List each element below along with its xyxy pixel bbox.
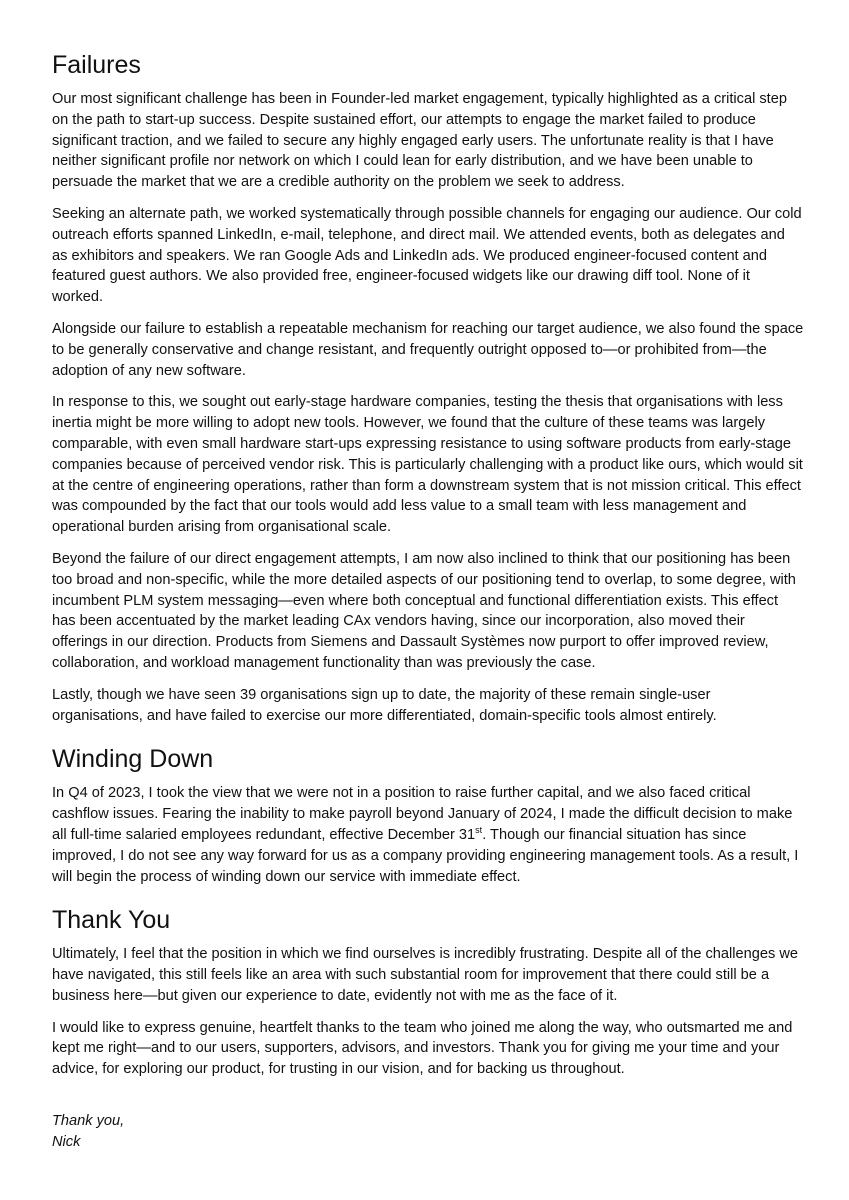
failures-paragraph-2: Seeking an alternate path, we worked systematically through possible channels for engaging our audience. Our cold outreach efforts spanned LinkedIn, e-mail, telephone, and direct mail. We attended events, both as delegates and as exhibitors and speakers. We ran Google Ads and LinkedIn ads. We produced engineer-focused content and featured guest authors. We also provided free, engineer-focused widgets like our drawing diff tool. None of it worked. [52,205,802,306]
winding-down-heading: Winding Down [52,745,214,774]
failures-paragraph-3: Alongside our failure to establish a repeatable mechanism for reaching our target audience, we also found the space to be generally conservative and change resistant, and frequently outright opposed to—or prohibited from—the adoption of any new software. [52,320,804,379]
failures-paragraph-1: Our most significant challenge has been in Founder-led market engagement, typically highlighted as a critical step on the path to start-up success. Despite sustained effort, our attempts to engage the market failed to produce significant traction, and we failed to secure any highly engaged early users. The unfortunate reality is that I have neither significant profile nor network on which I could lean for early distribution, and we have been unable to persuade the market that we are a credible authority on the problem we seek to address. [52,91,787,191]
failures-heading: Failures [52,51,141,79]
winding-down-text-start: In Q4 of 2023, I took the view that we were not in a position to raise further capital, and we also faced critical cashflow issues. Fearing the inability to make payroll beyond January of 2024, I made the difficult decision to make all full-time salaried employees redundant, effective December 31 [52,785,793,843]
winding-down-paragraph [52,783,804,887]
winding-down-text-end: . Though our financial situation has since improved, I do not see any way forward for us as a company providing engineering management tools. As a result, I will begin the process of winding down our service with immediate effect. [52,826,799,885]
signoff [52,1111,804,1153]
signoff-name: Nick [52,1133,81,1150]
thank-you-paragraph-1: Ultimately, I feel that the position in which we find ourselves is incredibly frustrating. Despite all of the challenges we have navigated, this still feels like an area with such substantial room for improvement that there could still be a business here—but given our experience to date, evidently not with me as the face of it. [52,946,798,1004]
thank-you-heading: Thank You [52,906,171,935]
failures-paragraph-4: In response to this, we sought out early-stage hardware companies, testing the thesis that organisations with less inertia might be more willing to adopt new tools. However, we found that the culture of these teams was largely comparable, with even small hardware start-ups expressing resistance to using software products from early-stage companies because of perceived vendor risk. This is particularly challenging with a product like ours, which would sit at the centre of engineering operations, rather than form a downstream system that is not mission critical. This effect was compounded by the fact that our tools would add less value to a small team with less management and operational burden arising from organisational scale. [52,394,803,536]
signoff-closing: Thank you, [52,1113,125,1130]
ordinal-suffix: st [475,825,483,836]
thank-you-paragraph-2: I would like to express genuine, heartfelt thanks to the team who joined me along the way, who outsmarted me and kept me right—and to our users, supporters, advisors, and investors. Thank you for giving me your time and your advice, for exploring our product, for trusting in our vision, and for backing us throughout. [52,1019,793,1078]
document-page [52,50,804,1153]
failures-paragraph-6: Lastly, though we have seen 39 organisations sign up to date, the majority of these remain single-user organisations, and have failed to exercise our more differentiated, domain-specific tools almost entirely. [52,686,717,724]
thank-you-section [52,905,804,1080]
failures-paragraph-5: Beyond the failure of our direct engagement attempts, I am now also inclined to think that our positioning has been too broad and non-specific, while the more detailed aspects of our positioning tend to overlap, to some degree, with incumbent PLM system messaging—even where both conceptual and functional differentiation exists. This effect has been accentuated by the market leading CAx vendors having, since our incorporation, also moved their offerings in our direction. Products from Siemens and Dassault Systèmes now purport to offer improved review, collaboration, and workload management functionality than was previously the case. [52,550,796,671]
winding-down-section [52,744,804,887]
failures-section [52,50,804,726]
